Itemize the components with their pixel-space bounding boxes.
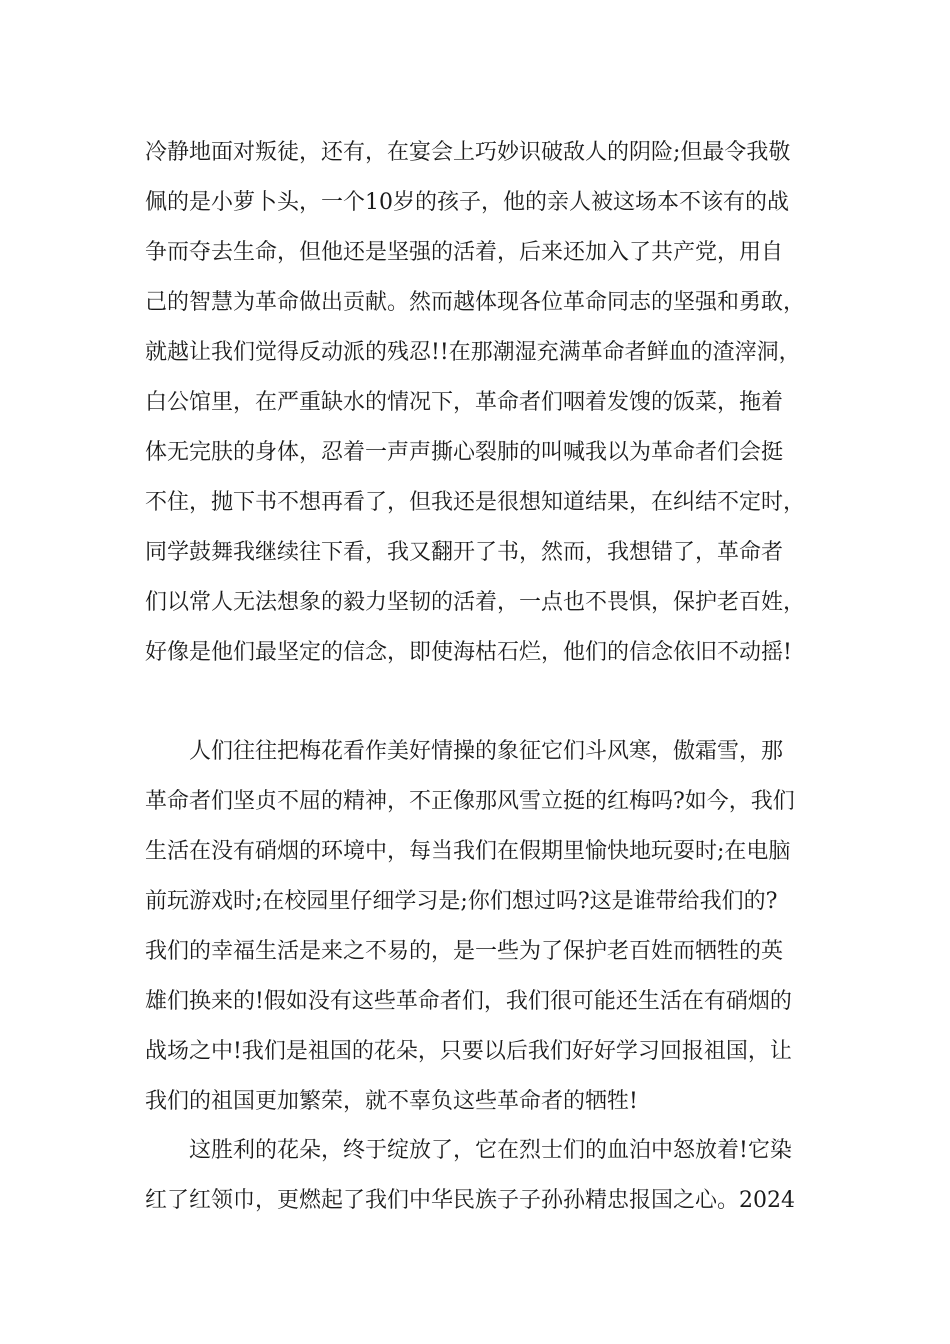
- text-line: 生活在没有硝烟的环境中，每当我们在假期里愉快地玩耍时;在电脑: [145, 839, 791, 864]
- text-line: 革命者们坚贞不屈的精神，不正像那风雪立挺的红梅吗?如今，我们: [145, 789, 795, 814]
- text-line: 白公馆里，在严重缺水的情况下，革命者们咽着发馊的饭菜，拖着: [145, 390, 784, 415]
- text-line: 这胜利的花朵，终于绽放了，它在烈士们的血泊中怒放着!它染: [189, 1138, 792, 1163]
- text-line: 雄们换来的!假如没有这些革命者们，我们很可能还生活在有硝烟的: [145, 989, 792, 1014]
- text-line: 就越让我们觉得反动派的残忍!!在那潮湿充满革命者鲜血的渣滓洞，: [145, 340, 801, 365]
- text-line: 佩的是小萝卜头，一个10岁的孩子，他的亲人被这场本不该有的战: [145, 190, 789, 215]
- text-line: 不住，抛下书不想再看了，但我还是很想知道结果，在纠结不定时，: [145, 490, 806, 515]
- text-line: 战场之中!我们是祖国的花朵，只要以后我们好好学习回报祖国，让: [145, 1039, 792, 1064]
- text-line: 们以常人无法想象的毅力坚韧的活着，一点也不畏惧，保护老百姓，: [145, 590, 806, 615]
- text-line: 体无完肤的身体，忍着一声声撕心裂肺的叫喊我以为革命者们会挺: [145, 440, 784, 465]
- text-line: 争而夺去生命，但他还是坚强的活着，后来还加入了共产党，用自: [145, 240, 784, 265]
- text-line: 好像是他们最坚定的信念，即使海枯石烂，他们的信念依旧不动摇!: [145, 640, 792, 665]
- text-line: 前玩游戏时;在校园里仔细学习是;你们想过吗?这是谁带给我们的?: [145, 889, 778, 914]
- text-line: 我们的祖国更加繁荣，就不辜负这些革命者的牺牲!: [145, 1089, 638, 1114]
- text-line: 人们往往把梅花看作美好情操的象征它们斗风寒，傲霜雪，那: [189, 739, 784, 764]
- text-line: 我们的幸福生活是来之不易的，是一些为了保护老百姓而牺牲的英: [145, 939, 784, 964]
- text-line: 同学鼓舞我继续往下看，我又翻开了书，然而，我想错了，革命者: [145, 540, 784, 565]
- text-line: 冷静地面对叛徒，还有，在宴会上巧妙识破敌人的阴险;但最令我敬: [145, 140, 791, 165]
- text-line: 红了红领巾，更燃起了我们中华民族子子孙孙精忠报国之心。2024: [145, 1188, 795, 1213]
- text-line: 己的智慧为革命做出贡献。然而越体现各位革命同志的坚强和勇敢，: [145, 290, 806, 315]
